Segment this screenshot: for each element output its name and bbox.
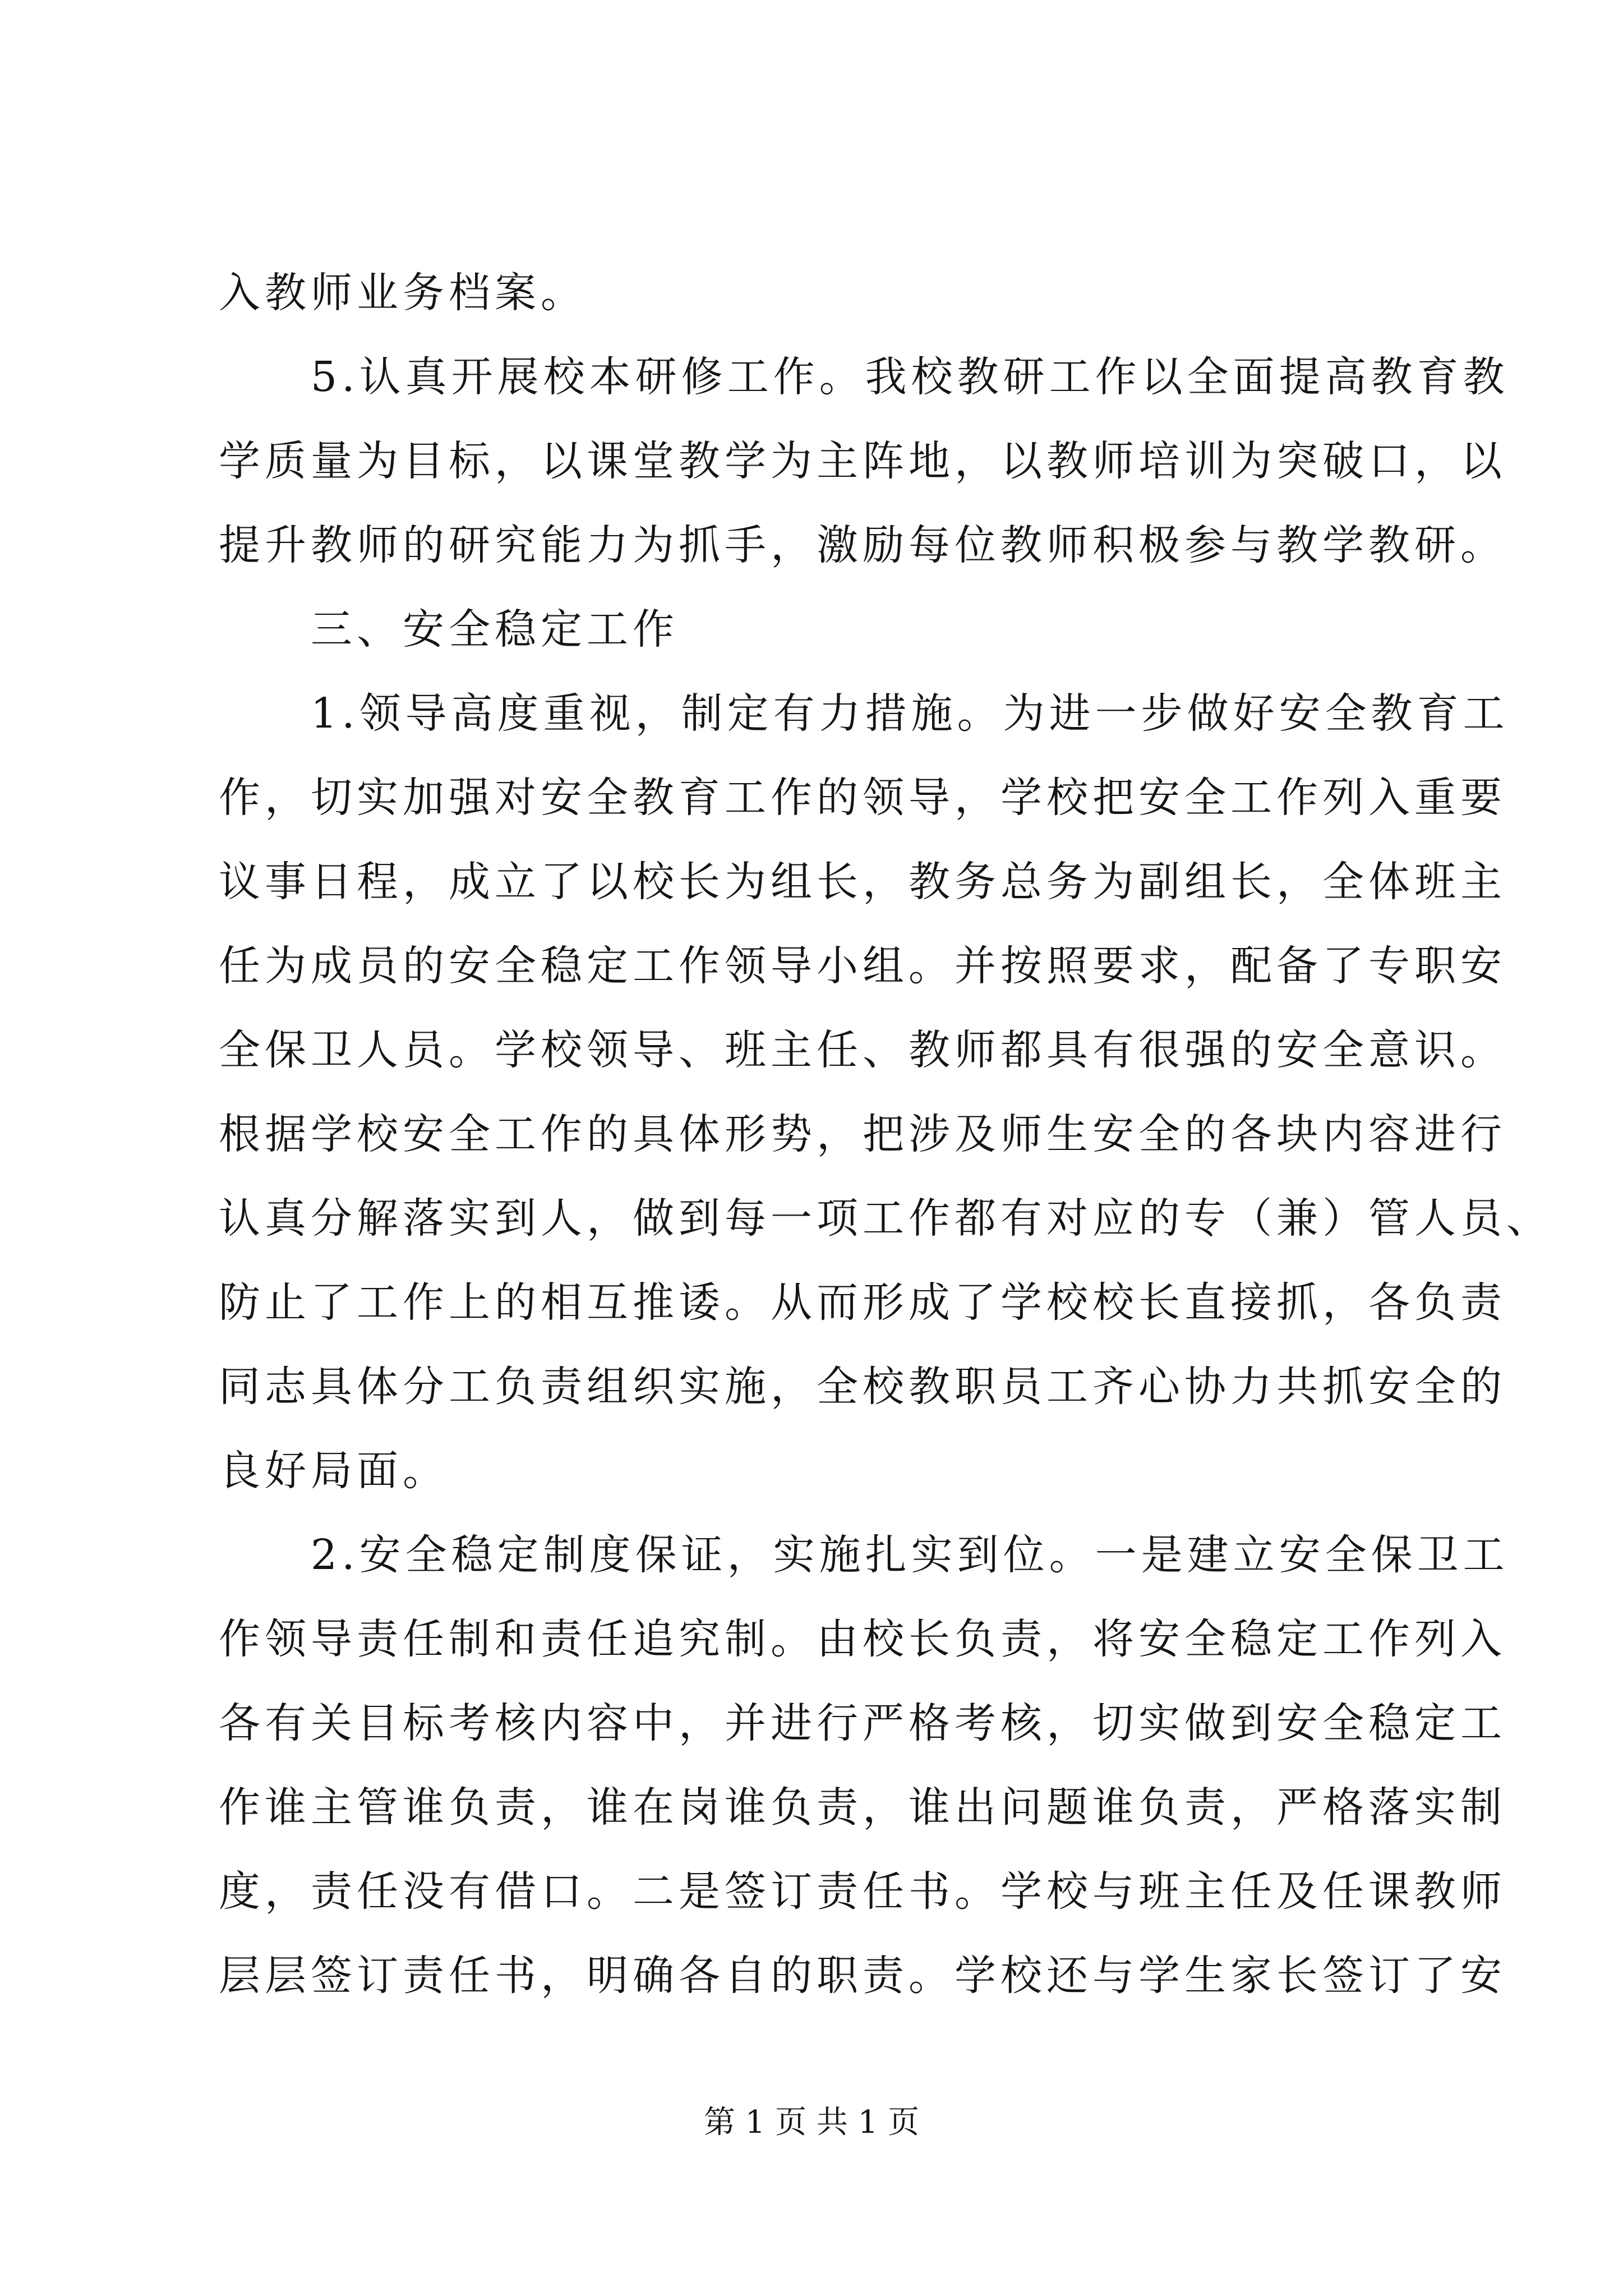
text-line-4: 提升教师的研究能力为抓手，激励每位教师积极参与教学教研。 [219, 521, 1506, 569]
text-line-14: 同志具体分工负责组织实施，全校教职员工齐心协力共抓安全的 [219, 1363, 1506, 1411]
text-line-12: 认真分解落实到人，做到每一项工作都有对应的专（兼）管人员、 [219, 1194, 1552, 1243]
text-line-17: 作领导责任制和责任追究制。由校长负责，将安全稳定工作列入 [219, 1615, 1506, 1663]
text-line-20: 度，责任没有借口。二是签订责任书。学校与班主任及任课教师 [219, 1867, 1506, 1916]
text-line-3: 学质量为目标，以课堂教学为主阵地，以教师培训为突破口，以 [219, 437, 1506, 485]
text-line-2: 5.认真开展校本研修工作。我校教研工作以全面提高教育教 [219, 353, 1509, 401]
text-line-1: 入教师业务档案。 [219, 269, 587, 317]
text-line-7: 作，切实加强对安全教育工作的领导，学校把安全工作列入重要 [219, 774, 1506, 822]
text-line-6: 1.领导高度重视，制定有力措施。为进一步做好安全教育工 [219, 689, 1509, 738]
text-line-9: 任为成员的安全稳定工作领导小组。并按照要求，配备了专职安 [219, 942, 1506, 990]
text-line-18: 各有关目标考核内容中，并进行严格考核，切实做到安全稳定工 [219, 1699, 1506, 1747]
section-heading: 三、安全稳定工作 [219, 605, 679, 654]
text-line-8: 议事日程，成立了以校长为组长，教务总务为副组长，全体班主 [219, 858, 1506, 906]
text-line-19: 作谁主管谁负责，谁在岗谁负责，谁出问题谁负责，严格落实制 [219, 1783, 1506, 1832]
text-line-11: 根据学校安全工作的具体形势，把涉及师生安全的各块内容进行 [219, 1110, 1506, 1158]
text-line-10: 全保卫人员。学校领导、班主任、教师都具有很强的安全意识。 [219, 1026, 1506, 1074]
text-line-16: 2.安全稳定制度保证，实施扎实到位。一是建立安全保卫工 [219, 1531, 1509, 1579]
page-footer: 第 1 页 共 1 页 [703, 2104, 920, 2141]
text-line-21: 层层签订责任书，明确各自的职责。学校还与学生家长签订了安 [219, 1952, 1506, 2000]
text-line-15: 良好局面。 [219, 1447, 449, 1495]
text-line-13: 防止了工作上的相互推诿。从而形成了学校校长直接抓，各负责 [219, 1278, 1506, 1327]
